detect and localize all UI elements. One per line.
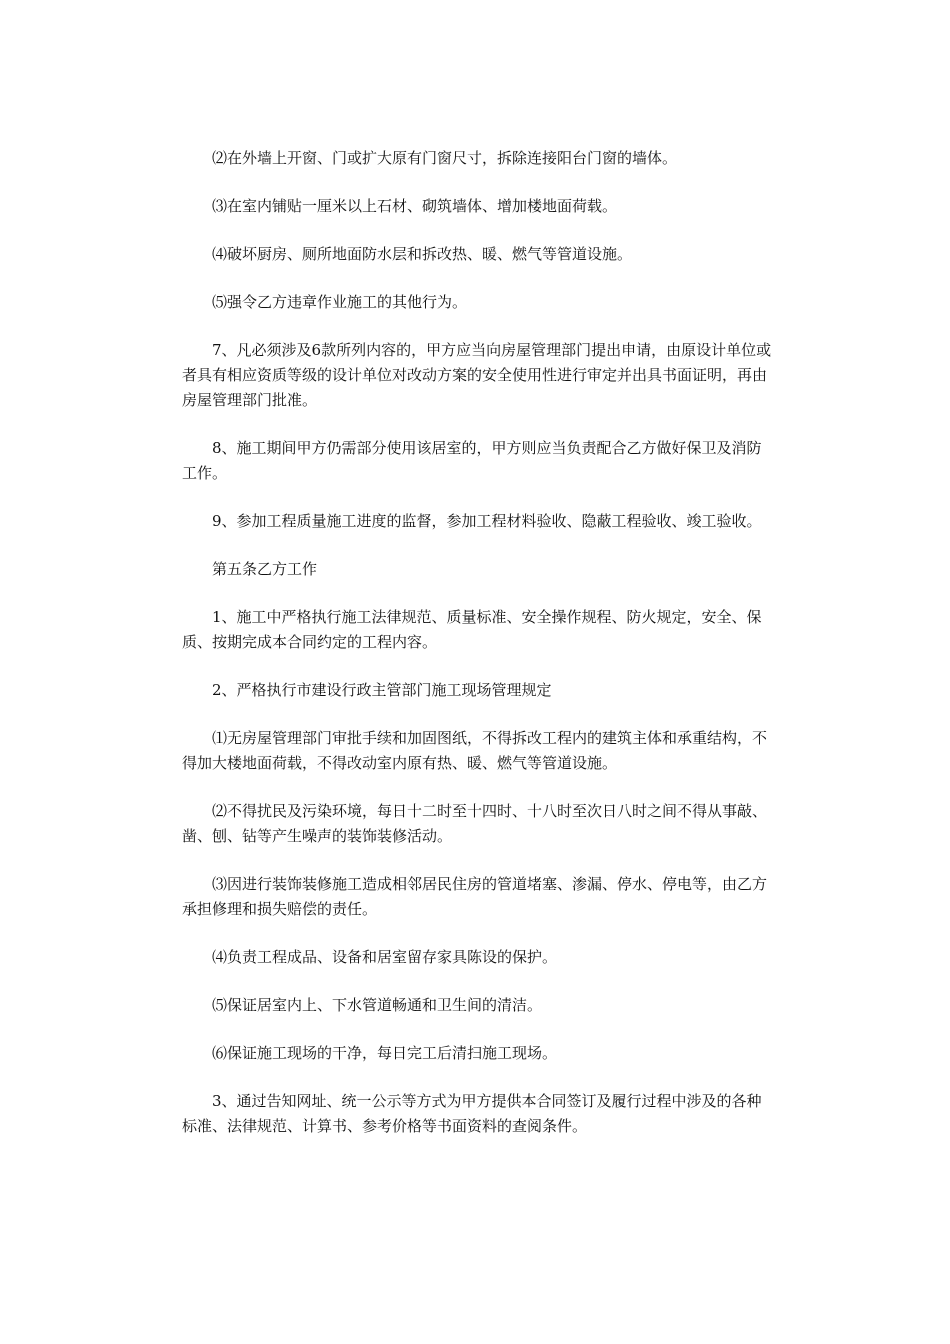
- item-2-sub-2: ⑵不得扰民及污染环境，每日十二时至十四时、十八时至次日八时之间不得从事敲、凿、刨、钻等产生噪声的装饰装修活动。: [182, 802, 768, 845]
- section-heading-article-5: 第五条乙方工作: [212, 560, 318, 578]
- item-2-sub-1: ⑴无房屋管理部门审批手续和加固图纸，不得拆改工程内的建筑主体和承重结构，不得加大楼地面荷载，不得改动室内原有热、暖、燃气等管道设施。: [182, 729, 768, 772]
- paragraph-4-waterproof-pipes: ⑷破坏厨房、厕所地面防水层和拆改热、暖、燃气等管道设施。: [212, 245, 633, 263]
- item-2-sub-3: ⑶因进行装饰装修施工造成相邻居民住房的管道堵塞、渗漏、停水、停电等，由乙方承担修理和损失赔偿的责任。: [182, 875, 768, 918]
- article-5-item-3: 3、通过告知网址、统一公示等方式为甲方提供本合同签订及履行过程中涉及的各种标准、法律规范、计算书、参考价格等书面资料的查阅条件。: [182, 1092, 762, 1135]
- article-5-item-1: 1、施工中严格执行施工法律规范、质量标准、安全操作规程、防火规定，安全、保质、按期完成本合同约定的工程内容。: [182, 608, 762, 651]
- clause-8: 8、施工期间甲方仍需部分使用该居室的，甲方则应当负责配合乙方做好保卫及消防工作。: [182, 439, 762, 482]
- paragraph-5-illegal-work: ⑸强令乙方违章作业施工的其他行为。: [212, 293, 468, 311]
- paragraph-2-window-wall: ⑵在外墙上开窗、门或扩大原有门窗尺寸，拆除连接阳台门窗的墙体。: [212, 149, 678, 167]
- article-5-item-2: 2、严格执行市建设行政主管部门施工现场管理规定: [212, 681, 552, 699]
- clause-9: 9、参加工程质量施工进度的监督，参加工程材料验收、隐蔽工程验收、竣工验收。: [212, 512, 762, 530]
- clause-7: 7、凡必须涉及6款所列内容的，甲方应当向房屋管理部门提出申请，由原设计单位或者具有相应资质等级的设计单位对改动方案的安全使用性进行审定并出具书面证明，再由房屋管理部门批准。: [182, 341, 772, 409]
- paragraph-3-stone-wall-load: ⑶在室内铺贴一厘米以上石材、砌筑墙体、增加楼地面荷载。: [212, 197, 618, 215]
- item-2-sub-4: ⑷负责工程成品、设备和居室留存家具陈设的保护。: [212, 948, 558, 966]
- document-body: [182, 146, 774, 1162]
- item-2-sub-5: ⑸保证居室内上、下水管道畅通和卫生间的清洁。: [212, 996, 543, 1014]
- item-2-sub-6: ⑹保证施工现场的干净，每日完工后清扫施工现场。: [212, 1044, 558, 1062]
